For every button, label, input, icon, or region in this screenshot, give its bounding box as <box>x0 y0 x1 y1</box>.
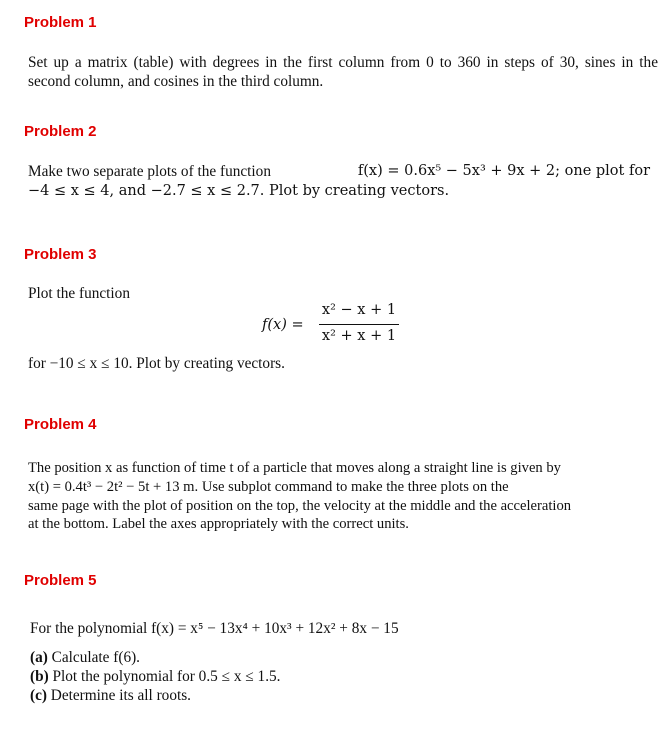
problem-3-lhs: f(x) = <box>262 317 304 333</box>
problem-1-heading: Problem 1 <box>24 14 97 31</box>
problem-1-text: Set up a matrix (table) with degrees in the first column from 0 to 360 in steps of 30, sines in the second column, and cosines in the third column. <box>28 54 658 90</box>
problem-5-heading: Problem 5 <box>24 572 97 589</box>
problem-3-after: for −10 ≤ x ≤ 10. Plot by creating vectors. <box>28 355 285 372</box>
problem-2-line-1 <box>28 163 650 181</box>
part-a-label: (a) <box>30 649 48 666</box>
part-b-label: (b) <box>30 668 49 685</box>
fraction-bar <box>319 324 399 325</box>
problem-4-line-3: same page with the plot of position on the top, the velocity at the middle and the acceleration <box>28 498 572 514</box>
problem-5-polynomial: For the polynomial f(x) = x⁵ − 13x⁴ + 10x³ + 12x² + 8x − 15 <box>30 620 399 637</box>
problem-4-line-1: The position x as function of time t of a particle that moves along a straight line is given by <box>28 460 561 476</box>
problem-3-fraction <box>319 302 399 344</box>
part-a-text: Calculate f(6). <box>47 649 141 666</box>
problem-2-line-1-text: Make two separate plots of the function <box>28 163 271 180</box>
part-c-text: Determine its all roots. <box>46 687 191 704</box>
problem-4-line-4: at the bottom. Label the axes appropriately with the correct units. <box>28 516 409 532</box>
problem-5-part-b <box>30 668 281 686</box>
problem-3-intro: Plot the function <box>28 285 130 302</box>
problem-5-part-c <box>30 687 191 705</box>
part-b-text: Plot the polynomial for 0.5 ≤ x ≤ 1.5. <box>48 668 281 685</box>
problem-4-heading: Problem 4 <box>24 416 97 433</box>
problem-2-function: f(x) = 0.6x⁵ − 5x³ + 9x + 2; one plot for <box>357 163 650 179</box>
problem-5-part-a <box>30 649 140 667</box>
problem-2-heading: Problem 2 <box>24 123 97 140</box>
problem-3-heading: Problem 3 <box>24 246 97 263</box>
problem-3-numerator: x² − x + 1 <box>321 302 397 318</box>
problem-2-line-2: −4 ≤ x ≤ 4, and −2.7 ≤ x ≤ 2.7. Plot by creating vectors. <box>28 183 450 199</box>
problem-4-line-2: x(t) = 0.4t³ − 2t² − 5t + 13 m. Use subplot command to make the three plots on the <box>28 479 509 495</box>
part-c-label: (c) <box>30 687 47 704</box>
problem-3-denominator: x² + x + 1 <box>321 328 397 344</box>
